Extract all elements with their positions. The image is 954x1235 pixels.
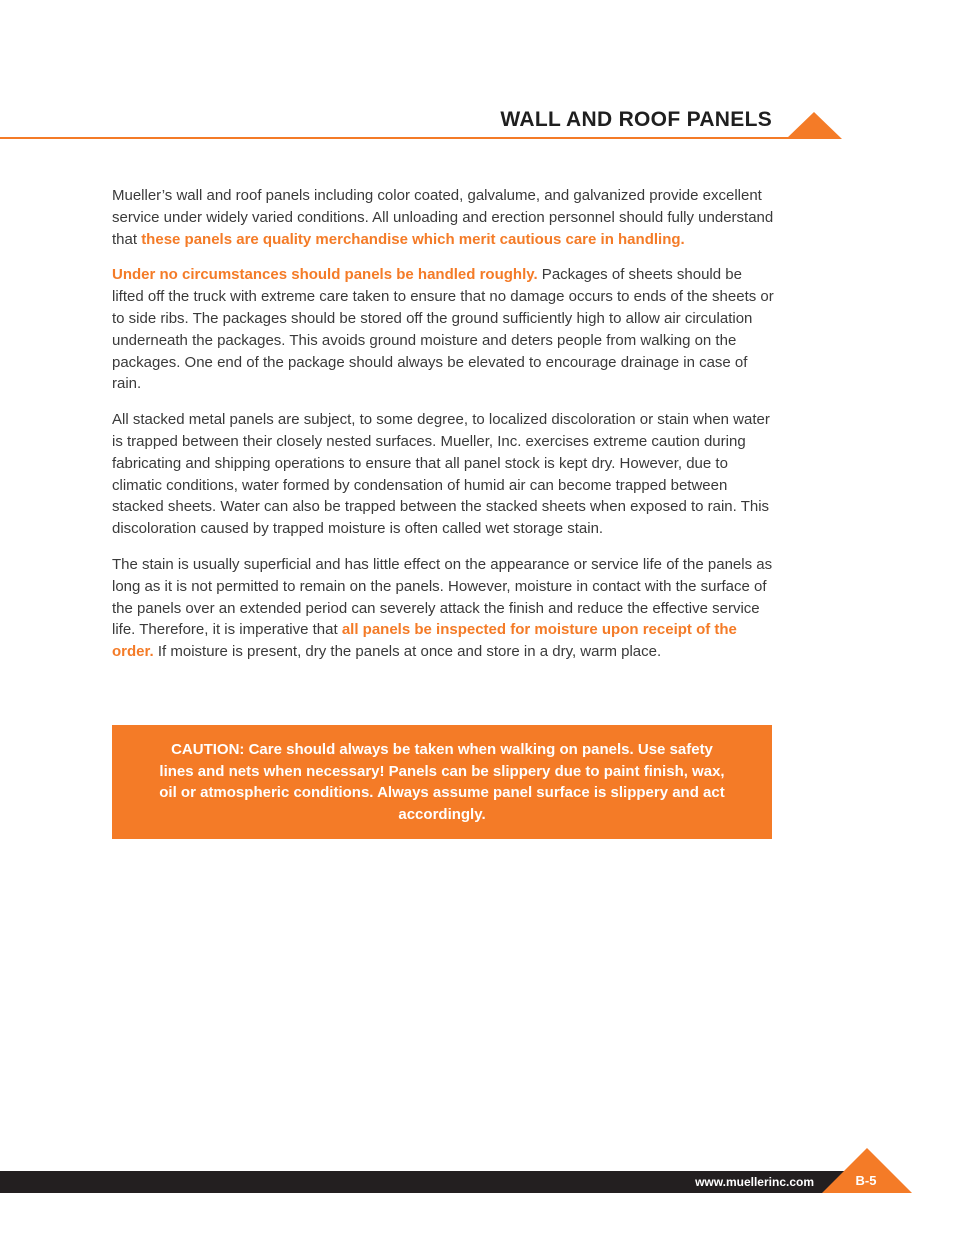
paragraph-text: The stain is usually superficial and has little effect on the appearance or service life of the panels as long as it is not permitted to remain on the panels. However, moisture in contact with the surface of the panels over an extended period can severely attack the finish and reduce the effective service life. Therefore, it is imperative that [112, 555, 773, 639]
paragraph-handling-rules [112, 264, 774, 395]
paragraph-discoloration: All stacked metal panels are subject, to some degree, to localized discoloration or stain when water is trapped between their closely nested surfaces. Mueller, Inc. exercises extreme caution during fabricating and shipping operations to ensure that all panel stock is kept dry. However, due to climatic conditions, water formed by condensation of humid air can become trapped between stacked sheets. Water can also be trapped between the stacked sheets when exposed to rain. This discoloration caused by trapped moisture is often called wet storage stain. [112, 411, 770, 538]
page-title: WALL AND ROOF PANELS [500, 108, 772, 131]
header-rule [0, 137, 838, 139]
caution-text: CAUTION: Care should always be taken when walking on panels. Use safety lines and nets when necessary! Panels can be slippery due to paint finish, wax, oil or atmospheric conditions. Always assume panel surface is slippery and act accordingly. [159, 741, 725, 824]
page-number: B-5 [855, 1173, 877, 1188]
paragraph-handling-intro [112, 185, 774, 250]
highlight-text: these panels are quality merchandise which merit cautious care in handling. [141, 230, 685, 248]
caution-box [112, 725, 772, 839]
paragraph-text: Packages of sheets should be lifted off the truck with extreme care taken to ensure that no damage occurs to ends of the sheets or to side ribs. The packages should be stored off the ground sufficiently high to allow air circulation underneath the packages. This avoids ground moisture and deters people from walking on the packages. One end of the package should always be elevated to encourage drainage in case of rain. [112, 266, 774, 393]
footer-url: www.muellerinc.com [695, 1175, 814, 1189]
body-text [112, 185, 774, 677]
highlight-text: all panels be inspected for moisture upon receipt of the order. [112, 621, 737, 661]
paragraph-text: Mueller’s wall and roof panels including color coated, galvalume, and galvanized provide excellent service under widely varied conditions. All unloading and erection personnel should fully understand that [112, 187, 774, 248]
highlight-text: Under no circumstances should panels be handled roughly. [112, 266, 538, 284]
paragraph-text: If moisture is present, dry the panels at once and store in a dry, warm place. [153, 643, 662, 661]
header-triangle-icon [786, 112, 842, 139]
paragraph-stain [112, 554, 774, 663]
